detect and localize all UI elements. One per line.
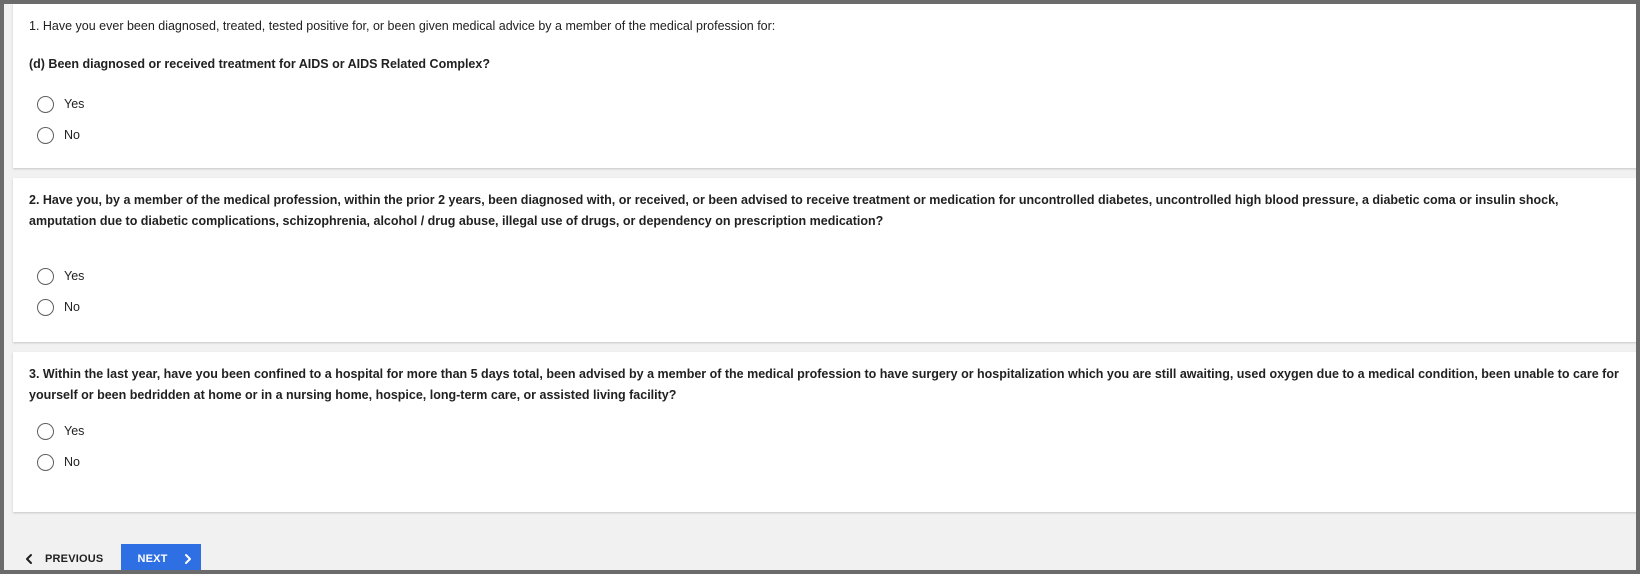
previous-button-label: PREVIOUS [45, 553, 104, 565]
question-2-option-yes[interactable] [37, 266, 84, 286]
question-3-option-no[interactable] [37, 452, 80, 472]
radio-button[interactable] [37, 423, 54, 440]
radio-button[interactable] [37, 299, 54, 316]
question-1-option-no[interactable] [37, 125, 80, 145]
radio-button[interactable] [37, 96, 54, 113]
question-2-text: 2. Have you, by a member of the medical profession, within the prior 2 years, been diagnosed with, or received, or been advised to receive treatment or medication for uncontrolled diabetes, uncontrolled high blood pressure, a diabetic coma or insulin shock, amputation due to diabetic complications, schizophrenia, alcohol / drug abuse, illegal use of drugs, or dependency on prescription medication? [29, 193, 1559, 228]
chevron-left-icon [23, 553, 35, 565]
chevron-right-icon [182, 553, 194, 565]
question-1-option-yes[interactable] [37, 94, 84, 114]
option-label: Yes [64, 269, 85, 283]
question-1-intro: 1. Have you ever been diagnosed, treated, tested positive for, or been given medical advice by a member of the medical profession for: [29, 19, 776, 33]
radio-button[interactable] [37, 454, 54, 471]
radio-button[interactable] [37, 268, 54, 285]
option-label: Yes [64, 97, 85, 111]
next-button-label: NEXT [137, 553, 168, 565]
question-3-text: 3. Within the last year, have you been confined to a hospital for more than 5 days total, been advised by a member of the medical profession to have surgery or hospitalization which you are still awaiting, used oxygen due to a medical condition, been unable to care for yourself or been bedridden at home or in a nursing home, hospice, long-term care, or assisted living facility? [29, 367, 1619, 402]
radio-button[interactable] [37, 127, 54, 144]
question-3-option-yes[interactable] [37, 421, 84, 441]
previous-button[interactable] [13, 544, 115, 574]
option-label: No [64, 300, 80, 314]
option-label: No [64, 455, 80, 469]
navigation-bar [13, 544, 201, 574]
option-label: Yes [64, 424, 85, 438]
question-card-2 [13, 178, 1638, 342]
question-card-1 [13, 4, 1638, 168]
option-label: No [64, 128, 80, 142]
next-button[interactable] [121, 544, 201, 574]
question-card-3 [13, 352, 1638, 512]
question-1-text: (d) Been diagnosed or received treatment for AIDS or AIDS Related Complex? [29, 57, 490, 71]
question-2-option-no[interactable] [37, 297, 80, 317]
